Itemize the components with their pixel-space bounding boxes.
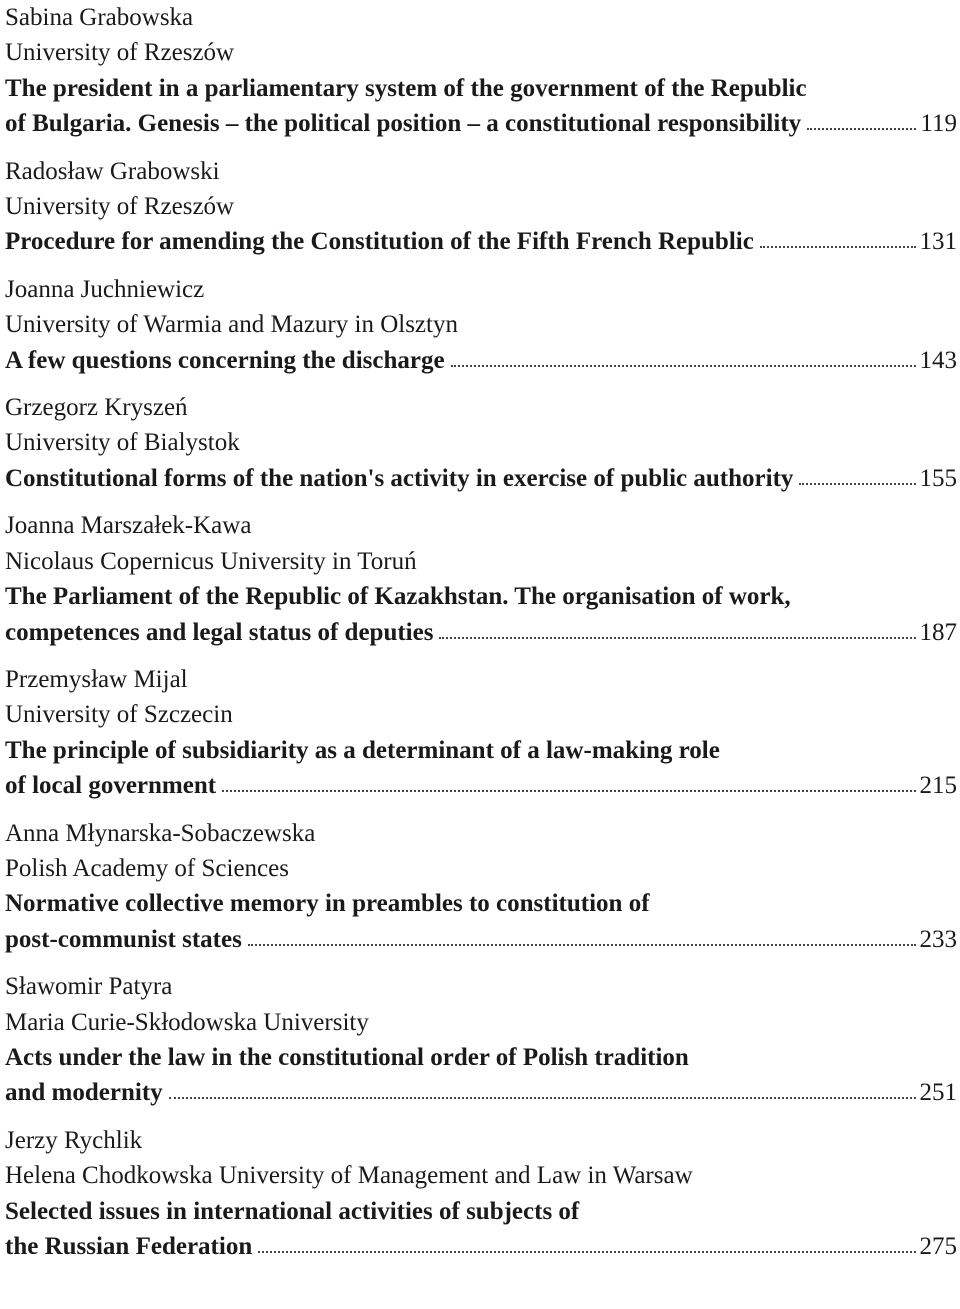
toc-entry bbox=[5, 272, 957, 378]
author-affiliation: Nicolaus Copernicus University in Toruń bbox=[5, 547, 417, 575]
author-name: Przemysław Mijal bbox=[5, 665, 188, 693]
article-title-text: Constitutional forms of the nation's activity in exercise of public authority bbox=[5, 464, 794, 492]
toc-entry bbox=[5, 662, 957, 804]
toc-entry bbox=[5, 0, 957, 142]
article-title-line: The Parliament of the Republic of Kazakhstan. The organisation of work, bbox=[5, 583, 791, 611]
article-title-text: post-communist states bbox=[5, 925, 242, 953]
article-title-text: competences and legal status of deputies bbox=[5, 618, 434, 646]
article-title-text: Procedure for amending the Constitution of the Fifth French Republic bbox=[5, 228, 754, 256]
article-title-text: of local government bbox=[5, 772, 217, 800]
article-title-line: Acts under the law in the constitutional order of Polish tradition bbox=[5, 1043, 689, 1071]
page-number: 187 bbox=[919, 618, 957, 646]
author-name: Joanna Marszałek-Kawa bbox=[5, 512, 252, 540]
page-number: 131 bbox=[919, 228, 957, 256]
dot-leader bbox=[807, 128, 916, 130]
page-number: 155 bbox=[919, 464, 957, 492]
toc-entry bbox=[5, 390, 957, 496]
toc-entry bbox=[5, 154, 957, 260]
author-name: Joanna Juchniewicz bbox=[5, 275, 205, 303]
dot-leader bbox=[451, 365, 916, 367]
article-title-text: A few questions concerning the discharge bbox=[5, 346, 445, 374]
article-title-line: Selected issues in international activities of subjects of bbox=[5, 1197, 580, 1225]
toc-entry bbox=[5, 816, 957, 958]
author-name: Jerzy Rychlik bbox=[5, 1126, 143, 1154]
author-affiliation: University of Szczecin bbox=[5, 701, 233, 729]
article-title-text: the Russian Federation bbox=[5, 1233, 253, 1260]
dot-leader bbox=[258, 1251, 915, 1253]
table-of-contents bbox=[5, 0, 957, 1276]
author-affiliation: Polish Academy of Sciences bbox=[5, 854, 289, 882]
article-title-line: The president in a parliamentary system of the government of the Republic bbox=[5, 74, 807, 102]
author-affiliation: University of Rzeszów bbox=[5, 193, 235, 221]
toc-entry bbox=[5, 508, 957, 650]
page-number: 215 bbox=[919, 772, 957, 800]
page-number: 251 bbox=[919, 1079, 957, 1107]
author-name: Sławomir Patyra bbox=[5, 973, 173, 1001]
article-title-final-line bbox=[5, 615, 957, 650]
page-number: 119 bbox=[920, 110, 957, 138]
article-title-final-line bbox=[5, 224, 957, 259]
page-number: 233 bbox=[919, 925, 957, 953]
dot-leader bbox=[760, 246, 916, 248]
author-name: Radosław Grabowski bbox=[5, 157, 220, 185]
article-title-final-line bbox=[5, 1075, 957, 1110]
author-name: Grzegorz Kryszeń bbox=[5, 394, 188, 422]
article-title-final-line bbox=[5, 106, 957, 141]
author-affiliation: University of Bialystok bbox=[5, 429, 240, 457]
article-title-text: and modernity bbox=[5, 1079, 163, 1107]
dot-leader bbox=[248, 944, 916, 946]
author-name: Anna Młynarska-Sobaczewska bbox=[5, 819, 316, 847]
article-title-final-line bbox=[5, 1229, 957, 1264]
toc-entry bbox=[5, 1123, 957, 1265]
author-name: Sabina Grabowska bbox=[5, 4, 194, 31]
author-affiliation: University of Rzeszów bbox=[5, 39, 235, 67]
page-number: 143 bbox=[919, 346, 957, 374]
page-number: 275 bbox=[919, 1233, 957, 1260]
dot-leader bbox=[799, 483, 915, 485]
author-affiliation: Helena Chodkowska University of Management and Law in Warsaw bbox=[5, 1162, 693, 1190]
article-title-final-line bbox=[5, 343, 957, 378]
article-title-text: of Bulgaria. Genesis – the political position – a constitutional responsibility bbox=[5, 110, 802, 138]
article-title-final-line bbox=[5, 768, 957, 803]
article-title-line: The principle of subsidiarity as a determinant of a law-making role bbox=[5, 736, 720, 764]
dot-leader bbox=[439, 637, 915, 639]
dot-leader bbox=[222, 790, 915, 792]
article-title-line: Normative collective memory in preambles to constitution of bbox=[5, 890, 650, 918]
author-affiliation: Maria Curie-Skłodowska University bbox=[5, 1008, 369, 1036]
article-title-final-line bbox=[5, 461, 957, 496]
author-affiliation: University of Warmia and Mazury in Olsztyn bbox=[5, 311, 458, 339]
toc-entry bbox=[5, 969, 957, 1111]
dot-leader bbox=[169, 1097, 916, 1099]
article-title-final-line bbox=[5, 922, 957, 957]
